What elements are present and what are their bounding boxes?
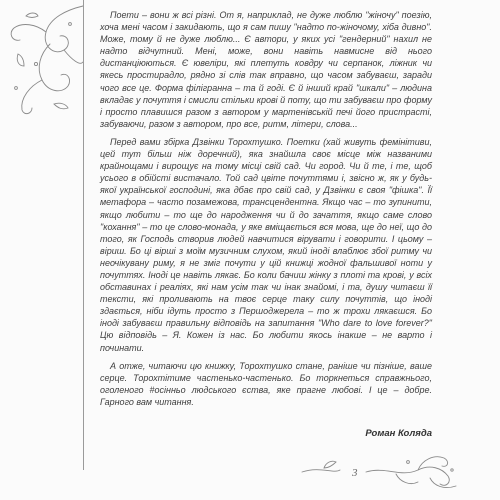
paragraph-3: А отже, читаючи цю книжку, Торохтушко стане, раніше чи пізніше, ваше серце. Торохтітиме частенько-частенько. Бо торкнеться справжнього, оголеного #осінньо людського єства, яке прагне любові. І це – добре. Гарного вам читання.	[100, 360, 432, 407]
floral-ornament-bottom-icon	[300, 448, 460, 492]
floral-ornament-top-left-icon	[6, 4, 84, 116]
page-number: 3	[352, 467, 358, 479]
foreword-text	[100, 9, 432, 408]
paragraph-1: Поети – вони ж всі різні. От я, наприклад, не дуже люблю "жіночу" поезію, хоча мені часом і закидають, що я сам пишу "надто по-жіночому, хіба дивно". Може, тому й не дуже люблю... Є автори, у яких усі "гендерний" нахил не надто відчутний. Мені, може, вони навіть навмисне від нього дистанціюються. Є ювеліри, які плетуть ковдру чи серпанок, ліжник чи якесь простирадло, рядно зі слів так вправно, що часом забуваєш, заради чого все це. Форма філігранна – та й годі. Є й інший край "шкали" – людина вкладає у почуття і смисли стільки крові й поту, що ти забуваєш про форму і просто плавишся разом з автором у мартенівській печі його пристрасті, забуваючи, разом з автором, про все, ритм, літери, слова...	[100, 10, 432, 129]
paragraph-2: Перед вами збірка Дзвінки Торохтушко. Поетки (хай живуть фемінітиви, цей тут більш ніж доречний), яка знайшла своє місце між названими крайнощами і вирощує на тому місці свій сад. Чи город. Чи й те, і те, щоб усього в обійсті вистачало. Той сад цвіте почуттями і, звісно ж, як у будь-якої української господині, яка дбає про свій сад, у Дзвінки є своя "фішка". Її метафора – часто позамежова, трансцендентна. Якщо час – то зупинити, якщо любити – то ще до народження чи й до зачаття, якщо саме слово "кохання" – то це слово-монада, у яке вміщається вся мова, ще до неї, що до того, як Господь створив людей навчитися вірувати і говорити. І цьому – віриш. Бо ці вірші з моїм музичним слухом, який іноді влаблює збої ритму чи неочікувану риму, я не зміг почути у цій книжці жодної фальшивої ноти у почуттях. Іноді це навіть лякає. Бо коли бачиш жінку з плоті та крові, у всіх обставинах і реаліях, які нам усім так чи інак знайомі, і та, душу читаєш її тексти, які проливають на твоє серце таку силу почуттів, що іноді здається, ніби ідуть просто з Першоджерела – то ж трохи лякаєшся. Бо іноді забуваєш правильну відповідь на запитання "Who dare to love forever?" Цю відповідь – Я. Кожен із нас. Бо любити якось інакше – не варто і починати.	[100, 136, 432, 353]
margin-line	[83, 0, 84, 470]
author-signature: Роман Коляда	[365, 428, 432, 439]
